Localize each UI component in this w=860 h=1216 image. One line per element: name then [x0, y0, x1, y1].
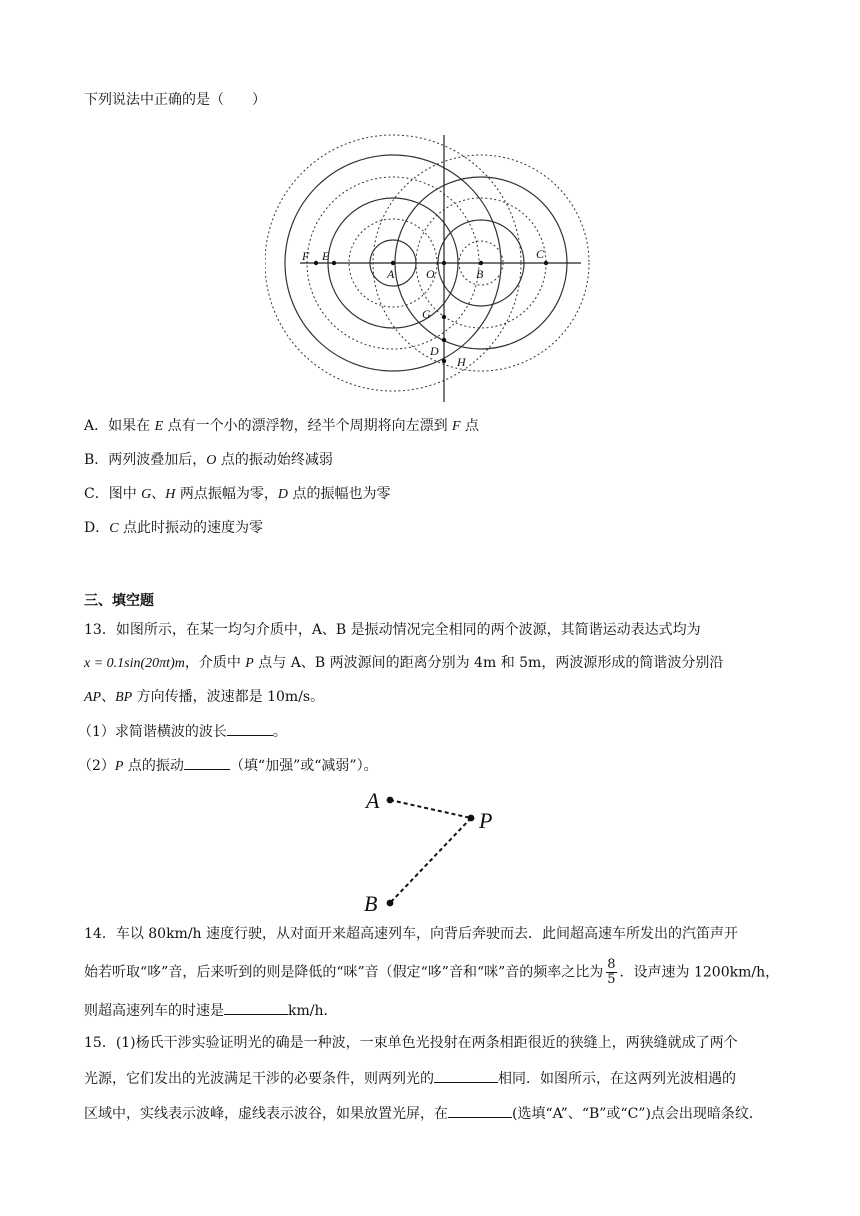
answer-blank: [434, 1068, 498, 1083]
point-a: [391, 261, 395, 265]
answer-blank: [224, 1000, 288, 1015]
question-13-line-3: AP、BP 方向传播，波速都是 10m/s。: [84, 689, 325, 705]
point-f: [314, 261, 318, 265]
label-o: O: [426, 267, 435, 281]
question-15-line-1: 15．(1)杨氏干涉实验证明光的确是一种波，一束单色光投射在两条相距很近的狭缝上，两狭缝就成了两个: [84, 1035, 738, 1051]
point-e: [332, 261, 336, 265]
question-13-sub-1: （1）求简谐横波的波长 。: [78, 721, 287, 742]
point-d: [442, 338, 446, 342]
label-h: H: [457, 355, 466, 369]
question-15-line-2: 光源，它们发出的光波满足干涉的必要条件，则两列光的 相同．如图所示，在这两列光波相遇的: [84, 1068, 736, 1089]
answer-blank: [448, 1103, 512, 1118]
question-12-stem: 下列说法中正确的是（ ）: [84, 92, 266, 108]
option-d: D．C 点此时振动的速度为零: [84, 520, 264, 536]
label-a: A: [387, 267, 395, 281]
point-h: [442, 359, 446, 363]
point-o: [442, 261, 446, 265]
question-14-line-3: 则超高速列车的时速是 km/h．: [84, 1000, 338, 1021]
wave-interference-figure: [265, 130, 595, 412]
label-c: C: [536, 247, 545, 261]
source-point-figure: [360, 786, 510, 916]
option-a: A．如果在 E 点有一个小的漂浮物，经半个周期将向左漂到 F 点: [84, 418, 480, 434]
label-g: G: [422, 307, 431, 321]
question-13-line-1: 13．如图所示，在某一均匀介质中，A、B 是振动情况完全相同的两个波源，其简谐运动表达式均为: [84, 622, 701, 638]
label-e: E: [322, 249, 330, 263]
point-b: [387, 900, 394, 907]
answer-blank: [184, 755, 230, 770]
option-c: C．图中 G、H 两点振幅为零，D 点的振幅也为零: [84, 486, 391, 502]
label-b: B: [364, 891, 378, 916]
wave-equation: x = 0.1sin(20πt)m: [84, 656, 185, 671]
question-15-line-3: 区域中，实线表示波峰，虚线表示波谷，如果放置光屏，在 (选填“A”、“B”或“C”)点会出现暗条纹．: [84, 1103, 763, 1124]
question-14-line-2: 始若听取“哆”音，后来听到的则是降低的“咪”音（假定“哆”音和“咪”音的频率之比为 $\frac{8}{5}$ ．设声速为 1200km/h，: [84, 957, 780, 987]
question-14-line-1: 14．车以 80km/h 速度行驶，从对面开来超高速列车，向背后奔驶而去．此间超高速车所发出的汽笛声开: [84, 926, 739, 942]
point-b: [479, 261, 483, 265]
label-p: P: [479, 808, 493, 833]
segment-ap: [390, 800, 471, 818]
segment-bp: [390, 818, 471, 903]
label-a: A: [366, 788, 380, 813]
question-13-sub-2: （2）P 点的振动 （填“加强”或“减弱”）。: [78, 755, 378, 777]
frequency-ratio: $\frac{8}{5}$: [607, 957, 616, 987]
label-f: F: [302, 249, 310, 263]
point-c: [544, 261, 548, 265]
section-title: 三、填空题: [84, 593, 154, 609]
label-b: B: [476, 267, 484, 281]
label-d: D: [430, 344, 439, 358]
point-p: [468, 815, 475, 822]
option-b: B．两列波叠加后，O 点的振动始终减弱: [84, 452, 333, 468]
point-a: [387, 797, 394, 804]
answer-blank: [227, 721, 273, 736]
point-g: [442, 315, 446, 319]
question-13-line-2: x = 0.1sin(20πt)m，介质中 P 点与 A、B 两波源间的距离分别为 4m 和 5m，两波源形成的简谐波分别沿: [84, 655, 724, 671]
